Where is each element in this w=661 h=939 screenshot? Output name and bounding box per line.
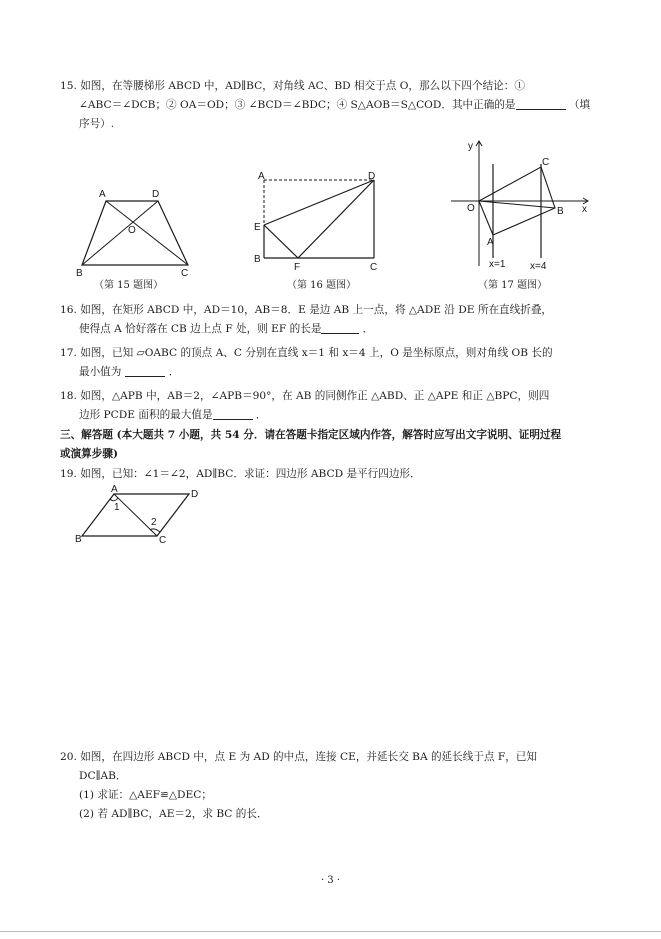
fig19-label-c: C [159, 535, 167, 546]
fig17-label-x1: x=1 [489, 259, 506, 270]
q16-line2-end: ． [362, 323, 374, 335]
fig15-label-o: O [128, 225, 136, 236]
fig17-label-o: O [467, 203, 475, 214]
q17-line2-end: ． [168, 366, 180, 378]
diagonal-ob [479, 201, 555, 208]
fig16-label-c: C [370, 262, 378, 273]
figure-15-trapezoid [72, 185, 202, 277]
q18-line2-end: ． [255, 409, 267, 421]
fig17-label-x4: x=4 [530, 261, 547, 272]
fig16-label-e: E [254, 222, 261, 233]
q15-line3: 序号）. [79, 118, 115, 130]
q17-line2 [79, 365, 179, 379]
fig15-label-c: C [181, 268, 189, 277]
page-number: · 3 · [320, 875, 341, 886]
q15-line2-text: ∠ABC＝∠DCB；② OA＝OD；③ ∠BCD＝∠BDC；④ S△AOB＝S△COD．其中正确的是 [79, 99, 516, 111]
fig16-label-f: F [294, 262, 301, 273]
segment-fd [298, 180, 374, 258]
q15-line1: 15. 如图，在等腰梯形 ABCD 中，AD∥BC，对角线 AC、BD 相交于点 O，那么以下四个结论：① [60, 80, 525, 92]
q20-line1: 20. 如图，在四边形 ABCD 中，点 E 为 AD 的中点，连接 CE，并延长交 BA 的延长线于点 F，已知 [60, 751, 538, 763]
segment-ef [264, 225, 298, 258]
q17-line2-text: 最小值为 [79, 366, 122, 378]
q15-line2 [79, 98, 590, 112]
fig17-label-y: y [468, 141, 473, 152]
q20-part2: (2) 若 AD∥BC，AE＝2，求 BC 的长． [79, 808, 268, 820]
fig19-label-a: A [111, 484, 118, 495]
section3-heading-line1: 三、解答题 (本大题共 7 小题，共 54 分．请在答题卡指定区域内作答，解答时应写出文字说明、证明过程 [60, 429, 562, 441]
q19-text: 19. 如图，已知：∠1＝∠2，AD∥BC．求证：四边形 ABCD 是平行四边形． [60, 468, 421, 480]
q16-line1: 16. 如图，在矩形 ABCD 中，AD＝10，AB＝8．E 是边 AB 上一点，将 △ADE 沿 DE 所在直线折叠， [60, 304, 553, 316]
fig19-label-b: B [75, 534, 82, 545]
q15-answer-blank [516, 98, 566, 110]
q15-line2-end: （填 [568, 99, 591, 111]
fig17-caption: （第 17 题图） [478, 280, 548, 291]
figure-16-rectangle [248, 168, 388, 274]
figure-17-coordinate-plane [448, 136, 598, 274]
q16-answer-blank [321, 322, 359, 334]
fig19-label-1: 1 [114, 502, 120, 513]
q17-line1: 17. 如图，已知 ▱OABC 的顶点 A、C 分别在直线 x＝1 和 x＝4 上，O 是坐标原点，则对角线 OB 长的 [60, 347, 553, 359]
section3-heading-line2: 或演算步骤) [60, 448, 118, 460]
q16-line2 [79, 322, 373, 336]
fig16-label-a: A [258, 171, 265, 182]
fig16-label-b: B [254, 254, 261, 265]
q20-line2: DC∥AB． [79, 770, 127, 782]
fig15-caption: （第 15 题图） [94, 280, 164, 291]
fig17-label-c: C [542, 157, 550, 168]
q16-line2-text: 使得点 A 恰好落在 CB 边上点 F 处，则 EF 的长是 [79, 323, 322, 335]
fig19-label-d: D [191, 489, 199, 500]
fold-line-de [264, 180, 374, 225]
q18-answer-blank [213, 408, 253, 420]
fig17-label-b: B [557, 206, 564, 217]
q18-line2 [79, 408, 267, 422]
fig17-label-x: x [582, 204, 587, 215]
figure-19-parallelogram [74, 484, 206, 546]
q18-line2-text: 边形 PCDE 面积的最大值是 [79, 409, 213, 421]
fig16-caption: （第 16 题图） [287, 280, 357, 291]
q17-answer-blank [125, 365, 165, 377]
fig19-label-2: 2 [151, 517, 157, 528]
fig17-label-a: A [487, 237, 494, 248]
fig15-label-d: D [152, 189, 160, 200]
fig15-label-b: B [76, 268, 83, 277]
fig15-label-a: A [99, 189, 106, 200]
bottom-divider [0, 931, 661, 932]
q18-line1: 18. 如图，△APB 中，AB＝2，∠APB＝90°，在 AB 的同侧作正 △ABD、正 △APE 和正 △BPC，则四 [60, 390, 550, 402]
q20-part1: (1) 求证：△AEF≌△DEC； [79, 789, 212, 801]
fig16-label-d: D [368, 171, 376, 182]
